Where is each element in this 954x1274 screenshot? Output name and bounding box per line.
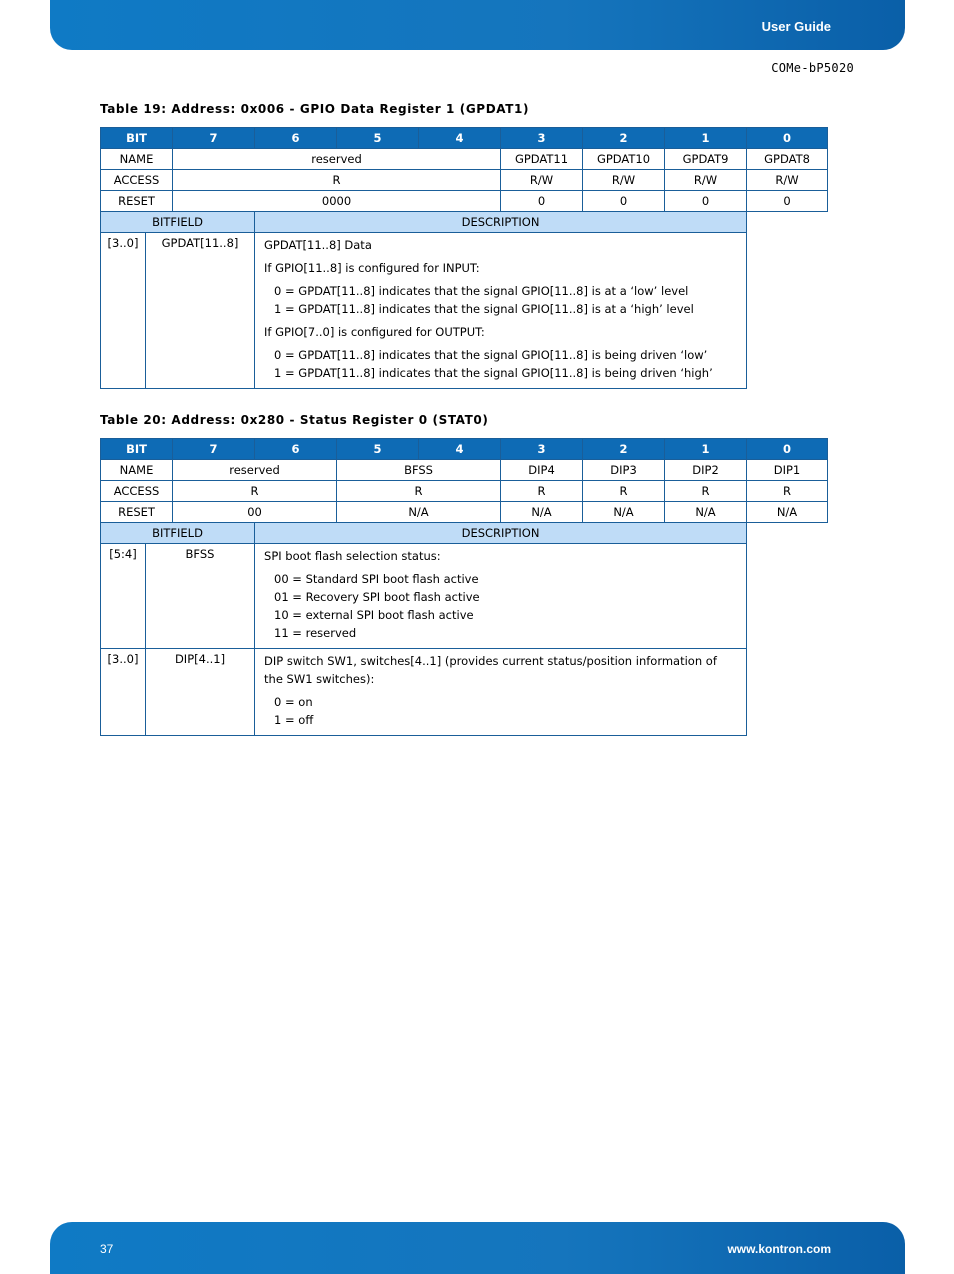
table-cell: reserved [173,149,501,170]
access-row [101,170,828,191]
bitfield-description [255,544,747,649]
header-cell: 2 [583,439,665,460]
desc-line: If GPIO[7..0] is configured for OUTPUT: [264,325,485,339]
table-cell: R/W [501,170,583,191]
bitfield-bits: [5:4] [101,544,146,649]
table-cell: R [173,481,337,502]
reset-row [101,502,828,523]
desc-line: 1 = GPDAT[11..8] indicates that the signal GPIO[11..8] is at a ‘high’ level [274,302,694,316]
table-cell: RESET [101,502,173,523]
desc-line: DIP switch SW1, switches[4..1] (provides current status/position information of the SW1 switches): [264,654,717,686]
table-cell: DIP1 [747,460,828,481]
name-row [101,149,828,170]
bit-row [101,439,828,460]
header-cell: 3 [501,439,583,460]
desc-line: 11 = reserved [274,626,357,640]
footer-banner [50,1222,905,1274]
table-cell: RESET [101,191,173,212]
bitfield-name: BFSS [146,544,255,649]
bitfield-row [101,649,828,736]
table20-caption: Table 20: Address: 0x280 - Status Register 0 (STAT0) [100,413,489,427]
header-cell: 6 [255,128,337,149]
table-cell: N/A [501,502,583,523]
desc-line: GPDAT[11..8] Data [264,238,372,252]
desc-line: 0 = GPDAT[11..8] indicates that the signal GPIO[11..8] is being driven ‘low’ [274,348,708,362]
table-cell: N/A [337,502,501,523]
product-name: COMe-bP5020 [771,61,854,75]
header-cell: 4 [419,128,501,149]
header-banner [50,0,905,50]
bitfield-name: GPDAT[11..8] [146,233,255,389]
header-cell: 1 [665,128,747,149]
desc-line: 00 = Standard SPI boot flash active [274,572,479,586]
header-cell: 5 [337,439,419,460]
table20 [100,438,828,736]
bitfield-bits: [3..0] [101,233,146,389]
bitfield-header-row [101,212,828,233]
table-cell: reserved [173,460,337,481]
table-cell: R/W [583,170,665,191]
table-cell: R/W [665,170,747,191]
access-row [101,481,828,502]
table-cell: DIP4 [501,460,583,481]
document-type: User Guide [761,19,831,34]
description-header: DESCRIPTION [255,212,747,233]
desc-line: 0 = GPDAT[11..8] indicates that the signal GPIO[11..8] is at a ‘low’ level [274,284,689,298]
table-cell: N/A [747,502,828,523]
header-cell: 2 [583,128,665,149]
bitfield-header-row [101,523,828,544]
header-cell: BIT [101,439,173,460]
table-cell: R [583,481,665,502]
table-cell: R [173,170,501,191]
table-cell: ACCESS [101,170,173,191]
bitfield-description [255,649,747,736]
table-cell: 0000 [173,191,501,212]
bitfield-row [101,233,828,389]
bitfield-header: BITFIELD [101,523,255,544]
table-cell: GPDAT9 [665,149,747,170]
header-cell: 5 [337,128,419,149]
table-cell: R [337,481,501,502]
table-cell: 0 [501,191,583,212]
desc-line: 10 = external SPI boot flash active [274,608,474,622]
name-row [101,460,828,481]
desc-line: 1 = off [274,713,314,727]
table-cell: R [501,481,583,502]
website-link[interactable]: www.kontron.com [727,1242,831,1256]
table-cell: R/W [747,170,828,191]
header-cell: 0 [747,128,828,149]
desc-line: SPI boot flash selection status: [264,549,441,563]
table-cell: R [665,481,747,502]
table-cell: N/A [583,502,665,523]
table-cell: BFSS [337,460,501,481]
bitfield-bits: [3..0] [101,649,146,736]
table-cell: DIP2 [665,460,747,481]
table-cell: NAME [101,149,173,170]
table-cell: 0 [747,191,828,212]
table19 [100,127,828,389]
header-cell: 7 [173,128,255,149]
table-cell: NAME [101,460,173,481]
bitfield-description [255,233,747,389]
bit-row [101,128,828,149]
table-cell: GPDAT8 [747,149,828,170]
bitfield-header: BITFIELD [101,212,255,233]
bitfield-row [101,544,828,649]
table-cell: 0 [583,191,665,212]
bitfield-name: DIP[4..1] [146,649,255,736]
desc-line: 0 = on [274,695,313,709]
desc-line: If GPIO[11..8] is configured for INPUT: [264,261,480,275]
header-cell: 7 [173,439,255,460]
page-number: 37 [100,1242,114,1256]
header-cell: 3 [501,128,583,149]
reset-row [101,191,828,212]
header-cell: 1 [665,439,747,460]
desc-line: 01 = Recovery SPI boot flash active [274,590,480,604]
table-cell: DIP3 [583,460,665,481]
table-cell: N/A [665,502,747,523]
table-cell: 00 [173,502,337,523]
table-cell: ACCESS [101,481,173,502]
table-cell: GPDAT10 [583,149,665,170]
header-cell: BIT [101,128,173,149]
header-cell: 4 [419,439,501,460]
description-header: DESCRIPTION [255,523,747,544]
table19-caption: Table 19: Address: 0x006 - GPIO Data Register 1 (GPDAT1) [100,102,530,116]
table-cell: 0 [665,191,747,212]
table-cell: R [747,481,828,502]
header-cell: 6 [255,439,337,460]
desc-line: 1 = GPDAT[11..8] indicates that the signal GPIO[11..8] is being driven ‘high’ [274,366,713,380]
table-cell: GPDAT11 [501,149,583,170]
header-cell: 0 [747,439,828,460]
